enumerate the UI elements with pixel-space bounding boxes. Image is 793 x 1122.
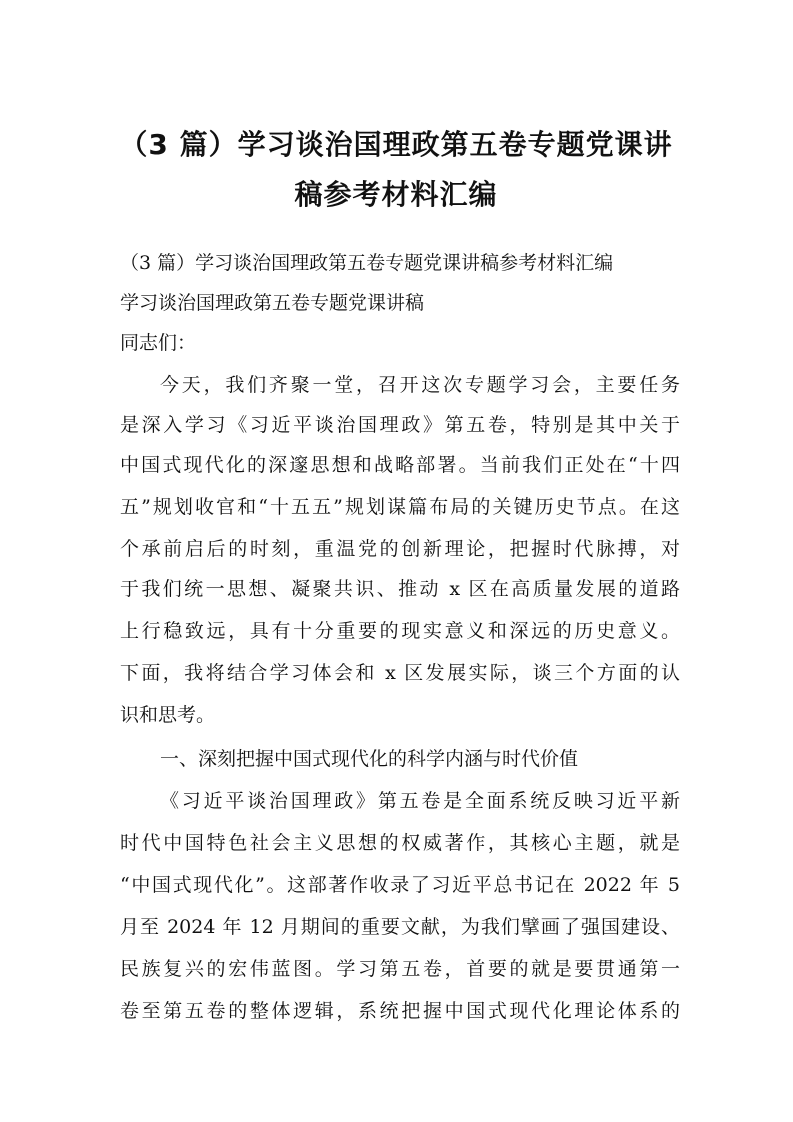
paragraph-line: “中国式现代化”。这部著作收录了习近平总书记在 2022 年 5 bbox=[120, 874, 680, 896]
subtitle-line: （3 篇）学习谈治国理政第五卷专题党课讲稿参考材料汇编 bbox=[120, 252, 614, 274]
paragraph-line: 今天，我们齐聚一堂，召开这次专题学习会，主要任务 bbox=[160, 374, 680, 396]
document-title-line-2: 稿参考材料汇编 bbox=[294, 178, 498, 211]
paragraph-line: 上行稳致远，具有十分重要的现实意义和深远的历史意义。 bbox=[120, 620, 680, 642]
paragraph-line: 民族复兴的宏伟蓝图。学习第五卷，首要的就是要贯通第一 bbox=[120, 958, 680, 980]
paragraph-line: 是深入学习《习近平谈治国理政》第五卷，特别是其中关于 bbox=[120, 414, 680, 436]
paragraph-line: 下面，我将结合学习体会和 x 区发展实际，谈三个方面的认 bbox=[120, 662, 680, 684]
paragraph-line: 卷至第五卷的整体逻辑，系统把握中国式现代化理论体系的 bbox=[120, 1000, 680, 1022]
salutation: 同志们： bbox=[120, 332, 197, 354]
paragraph-line: 时代中国特色社会主义思想的权威著作，其核心主题，就是 bbox=[120, 832, 680, 854]
document-title-line-1: （3 篇）学习谈治国理政第五卷专题党课讲 bbox=[119, 128, 673, 161]
section-heading: 学习谈治国理政第五卷专题党课讲稿 bbox=[120, 292, 425, 314]
section-heading-one: 一、深刻把握中国式现代化的科学内涵与时代价值 bbox=[160, 748, 579, 770]
paragraph-line: 五”规划收官和“十五五”规划谋篇布局的关键历史节点。在这 bbox=[120, 496, 680, 518]
paragraph-line: 识和思考。 bbox=[120, 704, 216, 726]
paragraph-line: 中国式现代化的深邃思想和战略部署。当前我们正处在“十四 bbox=[120, 454, 680, 476]
paragraph-line: 月至 2024 年 12 月期间的重要文献，为我们擘画了强国建设、 bbox=[120, 916, 680, 938]
paragraph-line: 个承前启后的时刻，重温党的创新理论，把握时代脉搏，对 bbox=[120, 538, 680, 560]
paragraph-line: 于我们统一思想、凝聚共识、推动 x 区在高质量发展的道路 bbox=[120, 578, 680, 600]
paragraph-line: 《习近平谈治国理政》第五卷是全面系统反映习近平新 bbox=[160, 790, 680, 812]
